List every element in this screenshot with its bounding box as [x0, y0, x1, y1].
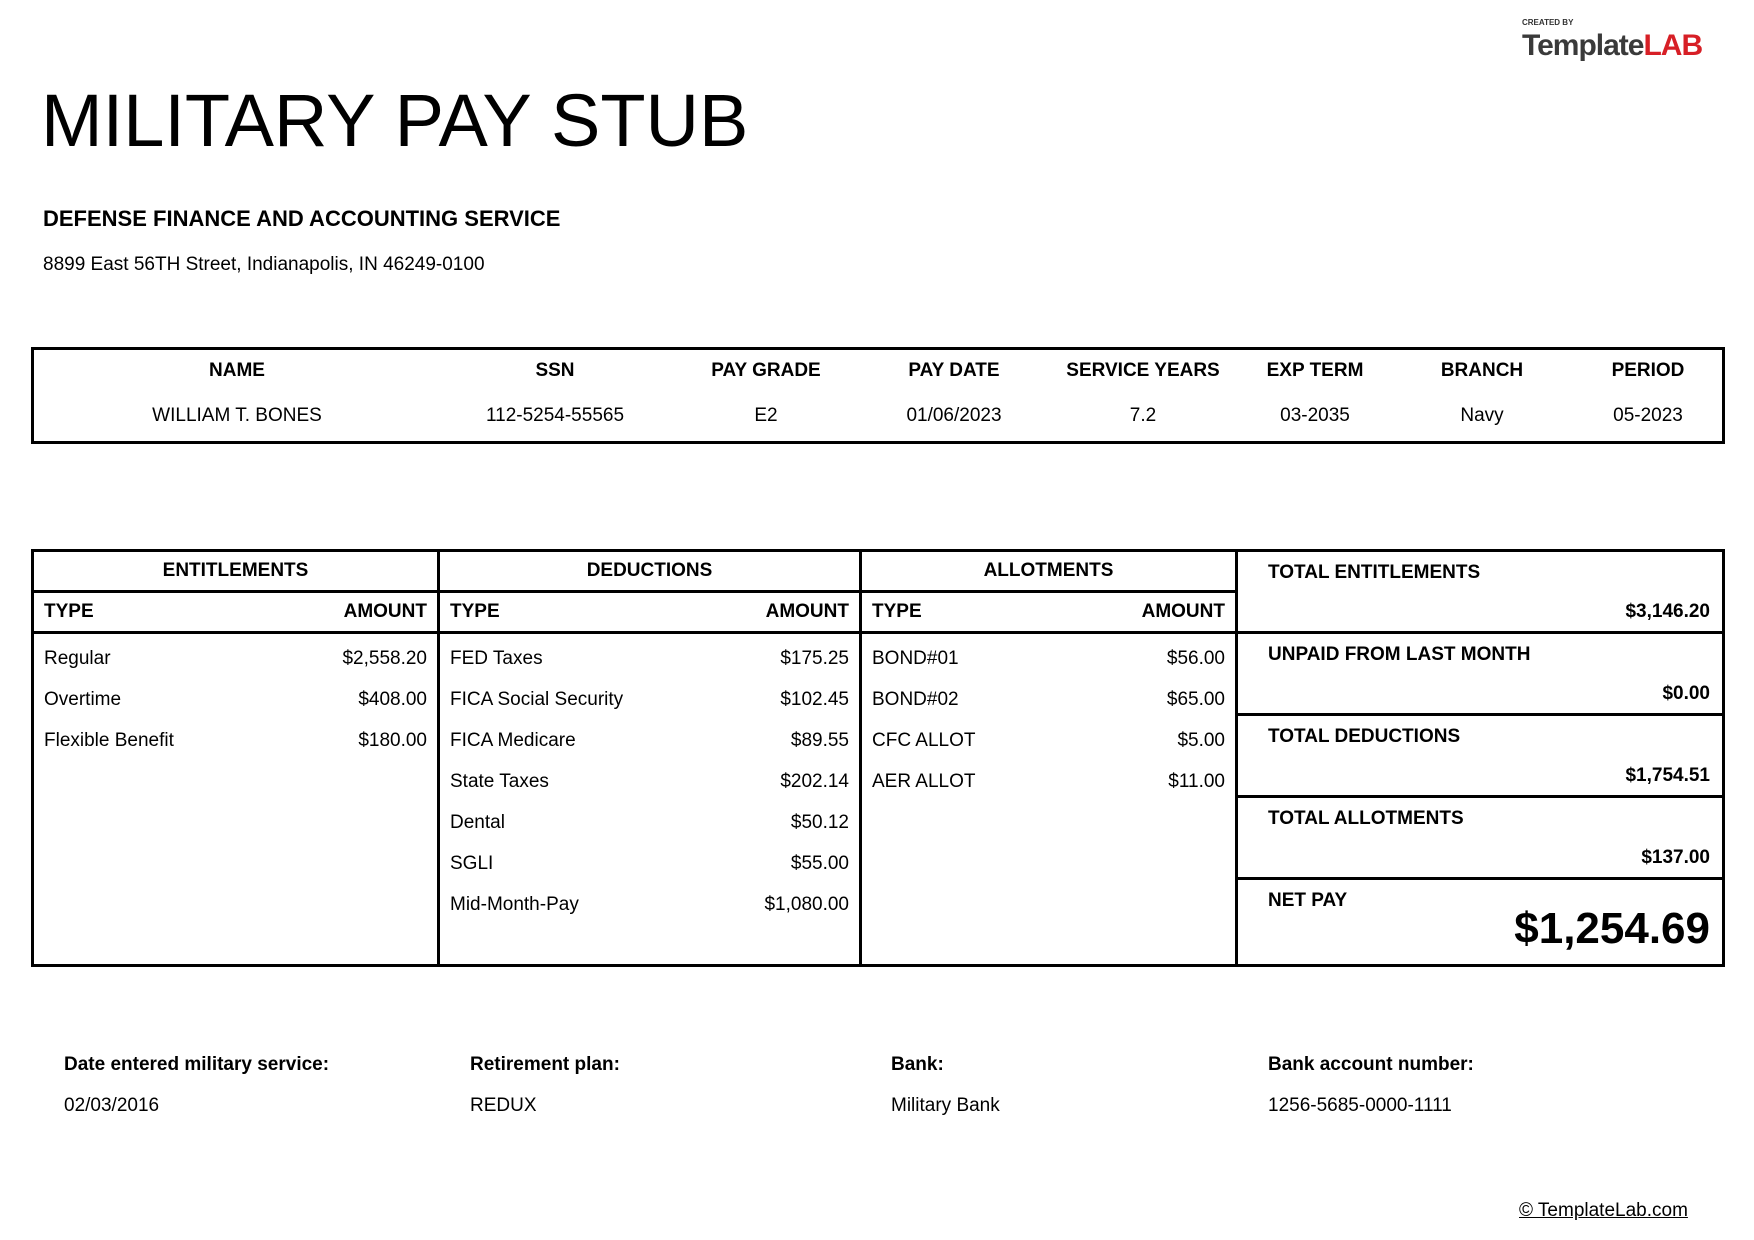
info-header: EXP TERM [1266, 360, 1364, 381]
total-label: TOTAL DEDUCTIONS [1268, 726, 1461, 747]
allotments-row [862, 761, 1235, 802]
deductions-type: State Taxes [450, 770, 549, 792]
allotments-type: AER ALLOT [872, 770, 976, 792]
footer-label: Date entered military service: [64, 1054, 330, 1075]
info-header: BRANCH [1440, 360, 1524, 381]
deductions-type: Mid-Month-Pay [450, 893, 579, 915]
footer-label: Bank account number: [1268, 1054, 1474, 1075]
info-value: E2 [754, 405, 778, 426]
info-header: SSN [535, 360, 575, 381]
allotments-column [862, 552, 1238, 964]
entitlements-type: Overtime [44, 688, 122, 710]
total-label: TOTAL ALLOTMENTS [1268, 808, 1464, 829]
footer-field [1268, 1054, 1658, 1117]
deductions-type-header: TYPE [450, 601, 500, 622]
info-value: Navy [1460, 405, 1504, 426]
total-label: TOTAL ENTITLEMENTS [1268, 562, 1481, 583]
entitlements-header: ENTITLEMENTS [34, 552, 437, 593]
info-header: PAY GRADE [711, 360, 821, 381]
total-block [1238, 798, 1722, 880]
footer-label: Retirement plan: [470, 1054, 620, 1075]
copyright-link[interactable]: © TemplateLab.com [1519, 1200, 1688, 1221]
net-pay-block [1238, 880, 1722, 964]
page-title: MILITARY PAY STUB [41, 79, 749, 162]
allotments-type: BOND#01 [872, 647, 959, 669]
allotments-header: ALLOTMENTS [862, 552, 1235, 593]
info-value: 01/06/2023 [906, 405, 1002, 426]
net-pay-value: $1,254.69 [1514, 904, 1710, 953]
allotments-type: BOND#02 [872, 688, 959, 710]
allotments-amount: $11.00 [1168, 770, 1225, 792]
allotments-type-header: TYPE [872, 601, 922, 622]
allotments-type: CFC ALLOT [872, 729, 976, 751]
entitlements-column [34, 552, 440, 964]
info-value: 05-2023 [1613, 405, 1683, 426]
deductions-amount: $89.55 [790, 729, 849, 751]
deductions-type: SGLI [450, 852, 494, 874]
allotments-row [862, 638, 1235, 679]
deductions-type: FED Taxes [450, 647, 543, 669]
info-value: WILLIAM T. BONES [152, 405, 322, 426]
pay-table [31, 549, 1725, 967]
deductions-amount: $202.14 [780, 770, 849, 792]
deductions-type: Dental [450, 811, 505, 833]
deductions-row [440, 720, 859, 761]
deductions-header: DEDUCTIONS [440, 552, 859, 593]
total-value: $137.00 [1641, 847, 1710, 868]
entitlements-type: Regular [44, 647, 111, 669]
organization-name: DEFENSE FINANCE AND ACCOUNTING SERVICE [43, 206, 561, 231]
entitlements-type: Flexible Benefit [44, 729, 174, 751]
templatelab-logo [1522, 18, 1732, 66]
entitlements-row [34, 720, 437, 761]
allotments-amount: $65.00 [1166, 688, 1225, 710]
footer-field [891, 1054, 1281, 1117]
deductions-amount: $50.12 [790, 811, 849, 833]
footer-label: Bank: [891, 1054, 944, 1075]
employee-info-box [31, 347, 1725, 444]
footer-value: 02/03/2016 [64, 1095, 160, 1116]
entitlements-type-header: TYPE [44, 601, 94, 622]
entitlements-row [34, 679, 437, 720]
info-value: 03-2035 [1280, 405, 1350, 426]
entitlements-amount-header: AMOUNT [343, 601, 427, 622]
deductions-type: FICA Medicare [450, 729, 576, 751]
deductions-amount: $175.25 [780, 647, 849, 669]
deductions-row [440, 679, 859, 720]
logo-template: Template [1522, 29, 1644, 62]
total-block [1238, 552, 1722, 634]
net-pay-label: NET PAY [1268, 890, 1348, 911]
footer-field [470, 1054, 860, 1117]
total-block [1238, 716, 1722, 798]
allotments-amount: $5.00 [1177, 729, 1225, 751]
deductions-type: FICA Social Security [450, 688, 624, 710]
deductions-column [440, 552, 862, 964]
deductions-row [440, 802, 859, 843]
info-header: PAY DATE [908, 360, 1000, 381]
footer-value: REDUX [470, 1095, 537, 1116]
footer-value: 1256-5685-0000-1111 [1268, 1095, 1452, 1116]
organization-address: 8899 East 56TH Street, Indianapolis, IN 46249-0100 [43, 254, 485, 275]
info-header: PERIOD [1611, 360, 1685, 381]
footer-field [64, 1054, 454, 1117]
total-block [1238, 634, 1722, 716]
logo-lab: LAB [1643, 29, 1703, 62]
allotments-amount: $56.00 [1166, 647, 1225, 669]
logo-created-by: CREATED BY [1522, 18, 1574, 27]
allotments-amount-header: AMOUNT [1141, 601, 1225, 622]
deductions-row [440, 884, 859, 925]
entitlements-row [34, 638, 437, 679]
entitlements-amount: $408.00 [358, 688, 427, 710]
allotments-row [862, 720, 1235, 761]
totals-panel [1238, 552, 1722, 964]
deductions-row [440, 843, 859, 884]
info-value: 112-5254-55565 [485, 405, 625, 426]
total-value: $1,754.51 [1625, 765, 1710, 786]
info-value: 7.2 [1129, 405, 1157, 426]
entitlements-amount: $180.00 [358, 729, 427, 751]
entitlements-amount: $2,558.20 [342, 647, 427, 669]
allotments-row [862, 679, 1235, 720]
footer-value: Military Bank [891, 1095, 1000, 1116]
total-value: $0.00 [1662, 683, 1710, 704]
deductions-amount: $102.45 [780, 688, 849, 710]
deductions-amount: $55.00 [790, 852, 849, 874]
total-value: $3,146.20 [1625, 601, 1710, 622]
deductions-row [440, 638, 859, 679]
info-header: NAME [209, 360, 265, 381]
info-header: SERVICE YEARS [1066, 360, 1220, 381]
deductions-amount-header: AMOUNT [765, 601, 849, 622]
deductions-row [440, 761, 859, 802]
total-label: UNPAID FROM LAST MONTH [1268, 644, 1531, 665]
deductions-amount: $1,080.00 [764, 893, 849, 915]
